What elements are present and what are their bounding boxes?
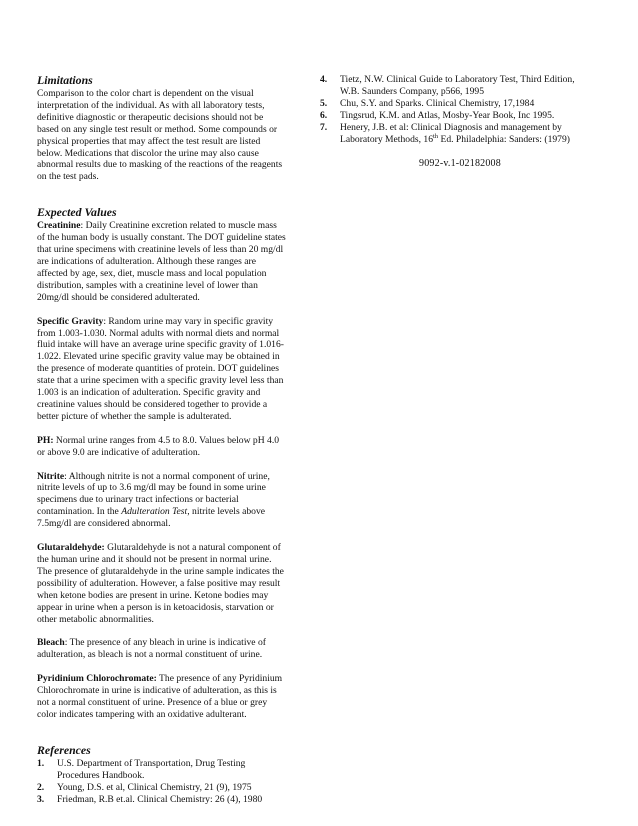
reference-item: [37, 782, 287, 794]
reference-number: 6.: [320, 109, 328, 121]
references-list-left: [37, 758, 287, 806]
ph-text: Normal urine ranges from 4.5 to 8.0. Values below pH 4.0 or above 9.0 are indicative of adulteration.: [37, 434, 280, 458]
reference-text-b: Ed. Philadelphia: Sanders: (1979): [438, 133, 570, 145]
references-section-left: [37, 744, 287, 806]
ph-paragraph: [37, 435, 287, 459]
reference-item: [37, 758, 287, 782]
specific-gravity-text: : Random urine may vary in specific gravity from 1.003-1.030. Normal adults with normal diets and normal fluid intake will have an average urine specific gravity of 1.016-1.022. Elevated urine specific gravity value may be obtained in the presence of moderate quantities of protein. DOT guidelines state that a urine specimen with a specific gravity level less than 1.003 is an indication of adulteration. Specific gravity and creatinine values should be considered together to provide a better picture of whether the sample is adulterated.: [37, 315, 284, 422]
limitations-section: [37, 74, 287, 183]
expected-values-heading: Expected Values: [37, 205, 117, 220]
reference-superscript: th: [433, 132, 439, 140]
reference-item: [320, 98, 592, 110]
pcc-term: Pyridinium Chlorochromate:: [37, 673, 157, 685]
right-column: [320, 74, 592, 170]
reference-text: Young, D.S. et al, Clinical Chemistry, 21 (9), 1975: [57, 781, 252, 793]
creatinine-paragraph: [37, 220, 287, 303]
reference-number: 7.: [320, 121, 328, 133]
glutaraldehyde-paragraph: [37, 542, 287, 625]
nitrite-text-italic: Adulteration Test: [121, 506, 188, 518]
pcc-paragraph: [37, 673, 287, 721]
references-heading: References: [37, 742, 91, 757]
creatinine-text: : Daily Creatinine excretion related to muscle mass of the human body is usually constant. The DOT guideline states that urine specimens with creatinine levels of less than 20 mg/dl are indications of adulteration. Although these ranges are affected by age, sex, diet, muscle mass and local population distribution, samples with a creatinine level of lower than 20mg/dl should be considered adulterated.: [37, 220, 286, 303]
document-code: 9092-v.1-02182008: [419, 158, 501, 170]
expected-values-section: [37, 206, 287, 721]
reference-text: Tietz, N.W. Clinical Guide to Laboratory Test, Third Edition, W.B. Saunders Company, p566, 1995: [340, 74, 575, 97]
reference-number: 3.: [37, 793, 45, 805]
reference-number: 2.: [37, 781, 45, 793]
reference-text: Friedman, R.B et.al. Clinical Chemistry: 26 (4), 1980: [57, 793, 263, 805]
reference-text: Tingsrud, K.M. and Atlas, Mosby-Year Book, Inc 1995.: [340, 109, 555, 121]
reference-item: [320, 122, 592, 146]
specific-gravity-paragraph: [37, 316, 287, 423]
ph-term: PH:: [37, 434, 54, 446]
glutaraldehyde-text: Glutaraldehyde is not a natural component of the human urine and it should not be present in normal urine. The presence of glutaraldehyde in the urine sample indicates the possibility of adulteration. However, a false positive may result when ketone bodies are present in urine. Ketone bodies may appear in urine when a person is in ketoacidosis, starvation or other metabolic abnormalities.: [37, 542, 284, 625]
bleach-text: : The presence of any bleach in urine is indicative of adulteration, as bleach is not a normal constituent of urine.: [37, 637, 266, 661]
glutaraldehyde-term: Glutaraldehyde:: [37, 542, 105, 554]
specific-gravity-term: Specific Gravity: [37, 315, 104, 327]
bleach-term: Bleach: [37, 637, 65, 649]
reference-number: 1.: [37, 757, 45, 769]
bleach-paragraph: [37, 637, 287, 661]
limitations-heading: Limitations: [37, 73, 93, 87]
nitrite-text-b: , nitrite levels above 7.5mg/dl are considered abnormal.: [37, 506, 266, 530]
reference-item: [37, 794, 287, 806]
reference-text-a: Henery, J.B. et al: Clinical Diagnosis and management by Laboratory Methods, 16: [340, 121, 562, 145]
pcc-text: The presence of any Pyridinium Chlorochromate in urine is indicative of adulteration, as this is not a normal constituent of urine. Presence of a blue or grey color indicates tampering with an oxidative adulterant.: [37, 673, 283, 720]
nitrite-text-a: : Although nitrite is not a normal component of urine, nitrite levels of up to 3.6 mg/dl may be found in some urine specimens due to urinary tract infections or bacterial contamination. In the: [37, 470, 270, 518]
nitrite-paragraph: [37, 471, 287, 531]
creatinine-term: Creatinine: [37, 220, 81, 232]
reference-number: 4.: [320, 74, 328, 85]
nitrite-term: Nitrite: [37, 470, 65, 482]
left-column: [37, 74, 287, 806]
reference-number: 5.: [320, 97, 328, 109]
reference-item: [320, 110, 592, 122]
limitations-text: Comparison to the color chart is dependent on the visual interpretation of the individual. As with all laboratory tests, definitive diagnostic or therapeutic decisions should not be based on any single test result or method. Some compounds or physical properties that may affect the test result are listed below. Medications that discolor the urine may also cause abnormal results due to masking of the reactions of the reagents on the test pads.: [37, 88, 283, 183]
reference-item: [320, 74, 592, 98]
reference-text: U.S. Department of Transportation, Drug Testing Procedures Handbook.: [57, 757, 246, 781]
reference-text: Chu, S.Y. and Sparks. Clinical Chemistry, 17,1984: [340, 97, 535, 109]
references-list-right: [320, 74, 592, 145]
